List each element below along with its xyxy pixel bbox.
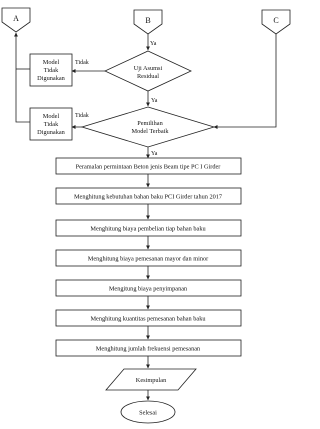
step-3-label: Menghitung biaya pembelian tiap bahan baku [90,225,206,233]
decision-best-model [82,107,214,147]
side-box-bottom-line-3: Digunakan [37,129,65,136]
no-label-bottom: Tidak [75,113,89,119]
yes-label-best-model: Ya [151,151,158,157]
side-box-top [30,54,72,86]
connector-c [262,10,290,34]
no-label-top: Tidak [75,60,89,66]
terminator-end [121,401,175,423]
yes-label-b: Ya [150,41,157,47]
step-7 [56,340,241,356]
connector-c-line [214,34,276,127]
connector-b-label: B [145,16,151,25]
connector-c-label: C [273,16,279,25]
step-4-label: Menghitung biaya pemesanan mayor dan minor [87,255,209,263]
decision-residual [105,51,191,91]
side-box-bottom [30,108,72,140]
step-5-label: Mengitung biaya penyimpanan [108,285,188,293]
connector-b [134,10,162,34]
side-box-top-line-2: Tidak [43,67,59,74]
terminator-label: Selesai [139,409,157,417]
connector-a-label: A [13,14,19,23]
step-2 [56,188,241,204]
side-box-bottom-line-1: Model [42,113,60,120]
step-6 [56,310,241,326]
step-1 [56,158,241,174]
step-5 [56,280,241,296]
decision-residual-line-1: Uji Asumsi [133,65,163,72]
step-7-label: Menghitung jumlah frekuensi pemesanan [95,345,201,353]
step-6-label: Menghitung kuantitas pemesanan bahan baku [90,315,206,323]
output-conclusion [106,369,196,390]
step-4 [56,250,241,266]
side-box-top-line-1: Model [42,59,60,66]
step-3 [56,220,241,236]
side-box-bottom-line-2: Tidak [43,121,59,128]
decision-best-model-line-2: Model Terbaik [131,128,169,135]
yes-label-residual: Ya [151,98,158,104]
side-box-top-line-3: Digunakan [37,75,65,82]
connector-a [2,8,30,32]
step-2-label: Menghitung kebutuhan bahan baku PCI Girder tahun 2017 [73,193,223,201]
decision-residual-line-2: Residual [136,73,160,80]
step-1-label: Peramalan permintaan Beton jenis Beam tipe PC I Girder [75,163,221,171]
return-line-to-a [16,33,30,122]
decision-best-model-line-1: Pemilihan [137,120,163,127]
output-label: Kesimpulan [135,377,167,384]
